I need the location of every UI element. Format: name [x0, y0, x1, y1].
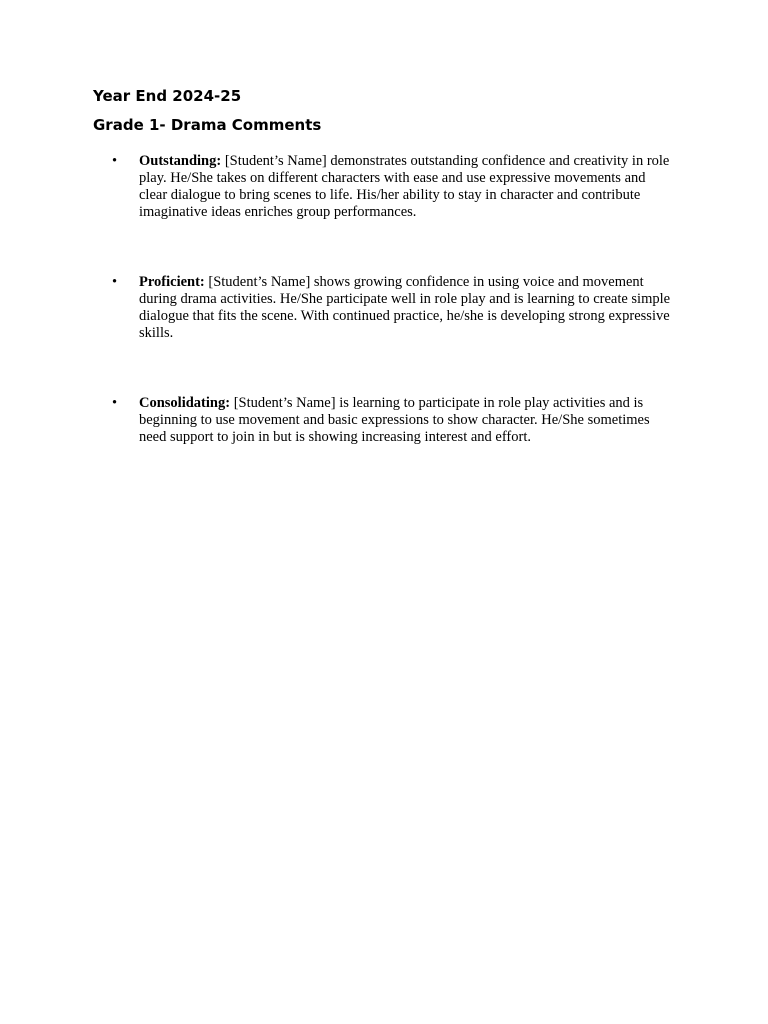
comment-label: Consolidating:	[139, 395, 231, 411]
list-item-proficient	[112, 274, 677, 342]
comment-text	[139, 395, 677, 446]
comment-body: [Student’s Name] is learning to participate in role play activities and is beginning to use movement and basic expressions to show character. He/She sometimes need support to join in but is showing increasing interest and effort.	[139, 395, 650, 445]
list-item-consolidating	[112, 395, 677, 446]
comment-label: Outstanding:	[139, 153, 222, 169]
comment-label: Proficient:	[139, 274, 205, 290]
page-title: Year End 2024-25	[93, 87, 242, 105]
page-subtitle: Grade 1- Drama Comments	[93, 116, 322, 134]
bullet-icon: •	[112, 274, 118, 290]
list-item-outstanding	[112, 153, 677, 221]
bullet-icon: •	[112, 395, 118, 411]
comment-text	[139, 274, 677, 342]
comment-text	[139, 153, 677, 221]
bullet-icon: •	[112, 153, 118, 169]
comment-body: [Student’s Name] shows growing confidence in using voice and movement during drama activities. He/She participate well in role play and is learning to create simple dialogue that fits the scene. With continued practice, he/she is developing strong expressive skills.	[139, 274, 671, 341]
comment-body: [Student’s Name] demonstrates outstanding confidence and creativity in role play. He/She takes on different characters with ease and use expressive movements and clear dialogue to bring scenes to life. His/her ability to stay in character and contribute imaginative ideas enriches group performances.	[139, 153, 670, 220]
